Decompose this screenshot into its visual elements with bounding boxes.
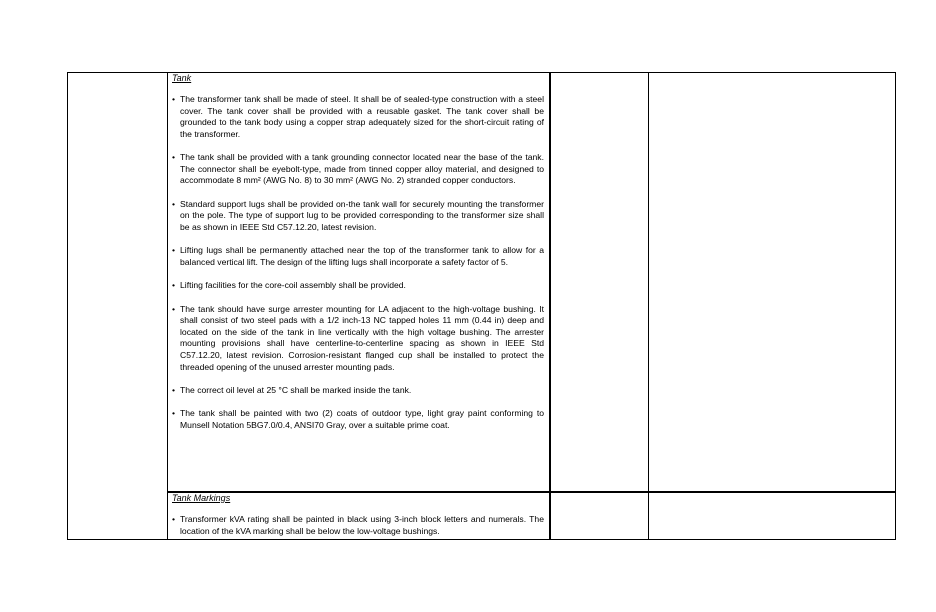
bullet-icon: • <box>172 94 176 104</box>
tank-markings-section-cell <box>172 493 544 539</box>
bullet-icon: • <box>172 280 176 291</box>
bullet-text: The tank should have surge arrester mounting for LA adjacent to the high-voltage bushing. It shall consist of two steel pads with a 1/2 inch-13 NC tapped holes 11 mm (0.44 in) deep and located on the side of the tank in line vertically with the high voltage bushing. The arrester mounting provisions shall have centerline-to-centerline spacing as shown in IEEE Std C57.12.20, latest revision. Corrosion-resistant flanged cup shall be installed to protect the threaded opening of the unused arrester mounting pads. <box>180 303 544 372</box>
bullet-text: Lifting lugs shall be permanently attached near the top of the transformer tank to allow for a balanced vertical lift. The design of the lifting lugs shall incorporate a safety factor of 5. <box>180 245 544 267</box>
tank-markings-bullet-list <box>172 514 544 537</box>
bullet-icon: • <box>172 408 176 419</box>
section-heading: Tank <box>172 73 192 83</box>
bullet-item <box>172 94 544 140</box>
column-divider <box>549 73 551 539</box>
bullet-item <box>172 385 544 397</box>
tank-bullet-list <box>172 94 544 432</box>
bullet-item <box>172 245 544 268</box>
bullet-icon: • <box>172 152 176 163</box>
bullet-text: The tank shall be painted with two (2) coats of outdoor type, light gray paint conforming to Munsell Notation 5BG7.0/0.4, ANSI70 Gray, over a suitable prime coat. <box>180 408 544 431</box>
bullet-text: The correct oil level at 25 °C shall be marked inside the tank. <box>180 385 412 396</box>
spec-table <box>67 72 896 540</box>
bullet-text: Transformer kVA rating shall be painted in black using 3-inch block letters and numerals. The location of the kVA marking shall be below the low-voltage bushings. <box>180 514 544 536</box>
bullet-item <box>172 408 544 431</box>
section-heading: Tank Markings <box>172 493 231 503</box>
bullet-text: Lifting facilities for the core-coil assembly shall be provided. <box>180 280 406 291</box>
bullet-icon: • <box>172 303 176 314</box>
column-divider <box>648 73 649 539</box>
bullet-icon: • <box>172 514 176 524</box>
bullet-item <box>172 280 544 292</box>
bullet-item <box>172 199 544 234</box>
bullet-text: The tank shall be provided with a tank grounding connector located near the base of the tank. The connector shall be eyebolt-type, made from tinned copper alloy material, and designed to accommodate 8 mm² (AWG No. 8) to 30 mm² (AWG No. 2) stranded copper conductors. <box>180 152 544 186</box>
column-divider <box>167 73 168 539</box>
tank-section-cell <box>172 73 544 491</box>
bullet-item <box>172 152 544 187</box>
bullet-text: Standard support lugs shall be provided on-the tank wall for securely mounting the transformer on the pole. The type of support lug to be provided corresponding to the transformer size shall be as shown in IEEE Std C57.12.20, latest revision. <box>180 198 544 232</box>
bullet-item <box>172 304 544 374</box>
bullet-icon: • <box>172 245 176 256</box>
bullet-text: The transformer tank shall be made of steel. It shall be of sealed-type construction with a steel cover. The tank cover shall be provided with a reusable gasket. The tank cover shall be grounded to the tank body using a copper strap adequately sized for the short-circuit rating of the transformer. <box>180 94 544 139</box>
bullet-item <box>172 514 544 537</box>
bullet-icon: • <box>172 198 176 209</box>
bullet-icon: • <box>172 385 176 396</box>
